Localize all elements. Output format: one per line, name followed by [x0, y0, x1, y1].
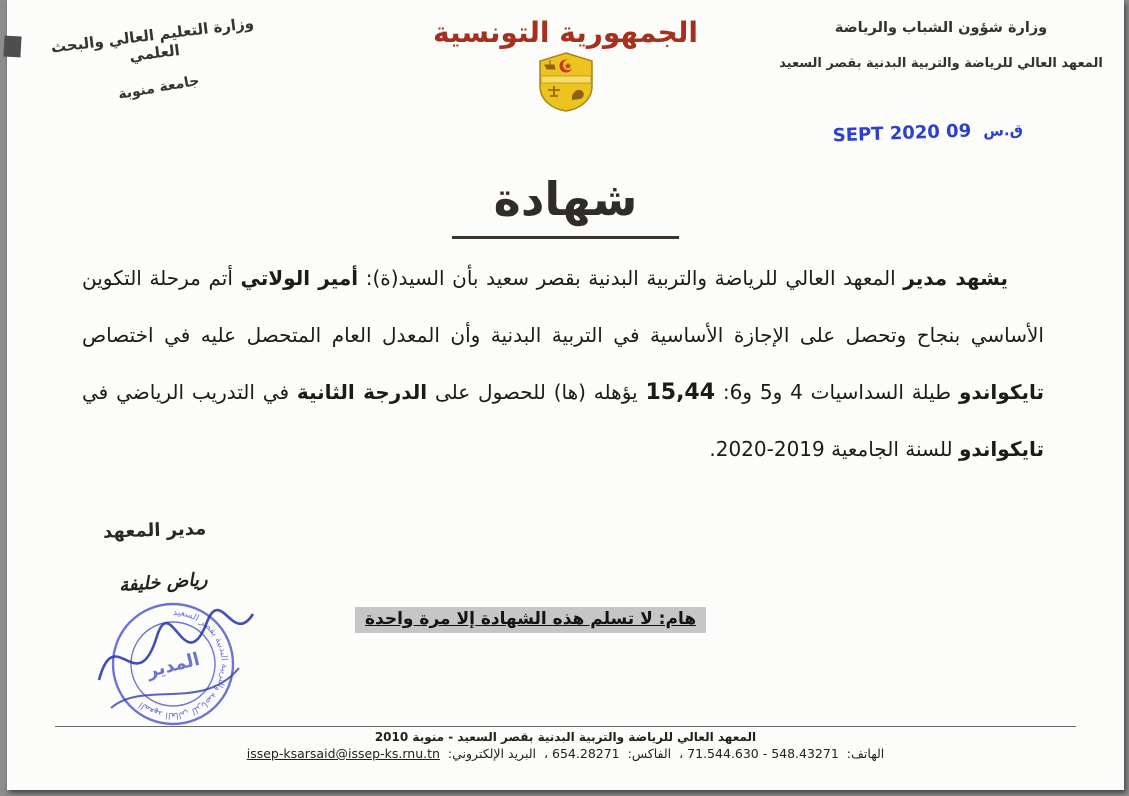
body-intro: يشهد مدير: [903, 266, 1008, 290]
certificate-page: [7, 0, 1124, 790]
footer-contacts: [7, 746, 1124, 761]
scan-artifact: [3, 36, 21, 58]
document-title: شهادة: [452, 172, 680, 239]
signer-name: رياض خليفة: [118, 568, 209, 597]
date-stamp-date: 09 SEPT 2020: [832, 120, 972, 147]
body-segment-1: المعهد العالي للرياضة والتربية البدنية بقصر سعيد بأن السيد(ة):: [358, 266, 904, 290]
footer-divider: [55, 726, 1076, 727]
certificate-body: [82, 250, 1044, 478]
important-note: هام: لا تسلم هذه الشهادة إلا مرة واحدة: [355, 607, 706, 633]
important-note-row: [355, 607, 706, 633]
fax-value: 654.28271: [552, 746, 620, 761]
body-segment-4: يؤهله (ها) للحصول على: [427, 380, 646, 404]
institute-name-label: المعهد العالي للرياضة والتربية البدنية بقصر السعيد: [779, 56, 1103, 71]
director-stamp: [85, 584, 265, 749]
specialty-1: تايكواندو: [958, 380, 1044, 404]
tunisia-emblem-icon: [538, 52, 594, 112]
signer-role: مدير المعهد: [102, 518, 207, 543]
emblem-band: [541, 76, 591, 83]
student-name: أمير الولاتي: [240, 266, 359, 290]
date-stamp-label: ق.س: [982, 120, 1024, 141]
document-title-row: [7, 172, 1124, 239]
body-segment-6: للسنة الجامعية: [824, 437, 959, 461]
date-stamp: [833, 119, 1024, 147]
email-label: البريد الإلكتروني:: [447, 746, 536, 761]
university-manouba-label: جامعة منوبة: [116, 72, 201, 103]
fax-label: الفاكس:: [627, 746, 672, 761]
degree-level: الدرجة الثانية: [296, 380, 428, 404]
average-score: 15,44: [645, 380, 716, 405]
separator-2: ،: [543, 746, 549, 761]
academic-year: 2019-2020.: [709, 437, 825, 461]
footer-institute-line: المعهد العالي للرياضة والتربية البدنية بقصر السعيد - منوبة 2010: [374, 730, 757, 744]
republic-title: الجمهورية التونسية: [433, 16, 698, 49]
separator-1: ،: [679, 746, 684, 761]
ministry-education-label: وزارة التعليم العالي والبحث العلمي: [49, 13, 255, 66]
body-segment-5: في التدريب الرياضي في: [82, 380, 297, 404]
phone-value: 71.544.630 - 548.43271: [687, 746, 839, 761]
header-ministry-sport: [776, 20, 1106, 71]
email-value: issep-ksarsaid@issep-ks.rnu.tn: [246, 746, 440, 761]
stamp-center-text: المدير: [144, 648, 202, 683]
specialty-2: تايكواندو: [958, 437, 1044, 461]
ministry-sport-label: وزارة شؤون الشباب والرياضة: [834, 20, 1048, 36]
director-stamp-container: [85, 584, 265, 753]
body-segment-2: أتم مرحلة التكوين الأساسي بنجاح وتحصل على الإجازة الأساسية في التربية البدنية وأن المعدل العام المتحصل عليه في اختصاص: [82, 266, 1044, 347]
stamp-ring-textpath: المعهد العالي للرياضة والتربية البدنية بقصر السعيد: [137, 607, 230, 721]
body-segment-3: طيلة السداسيات 4 و5 و6:: [715, 380, 959, 404]
phone-label: الهاتف:: [846, 746, 885, 761]
